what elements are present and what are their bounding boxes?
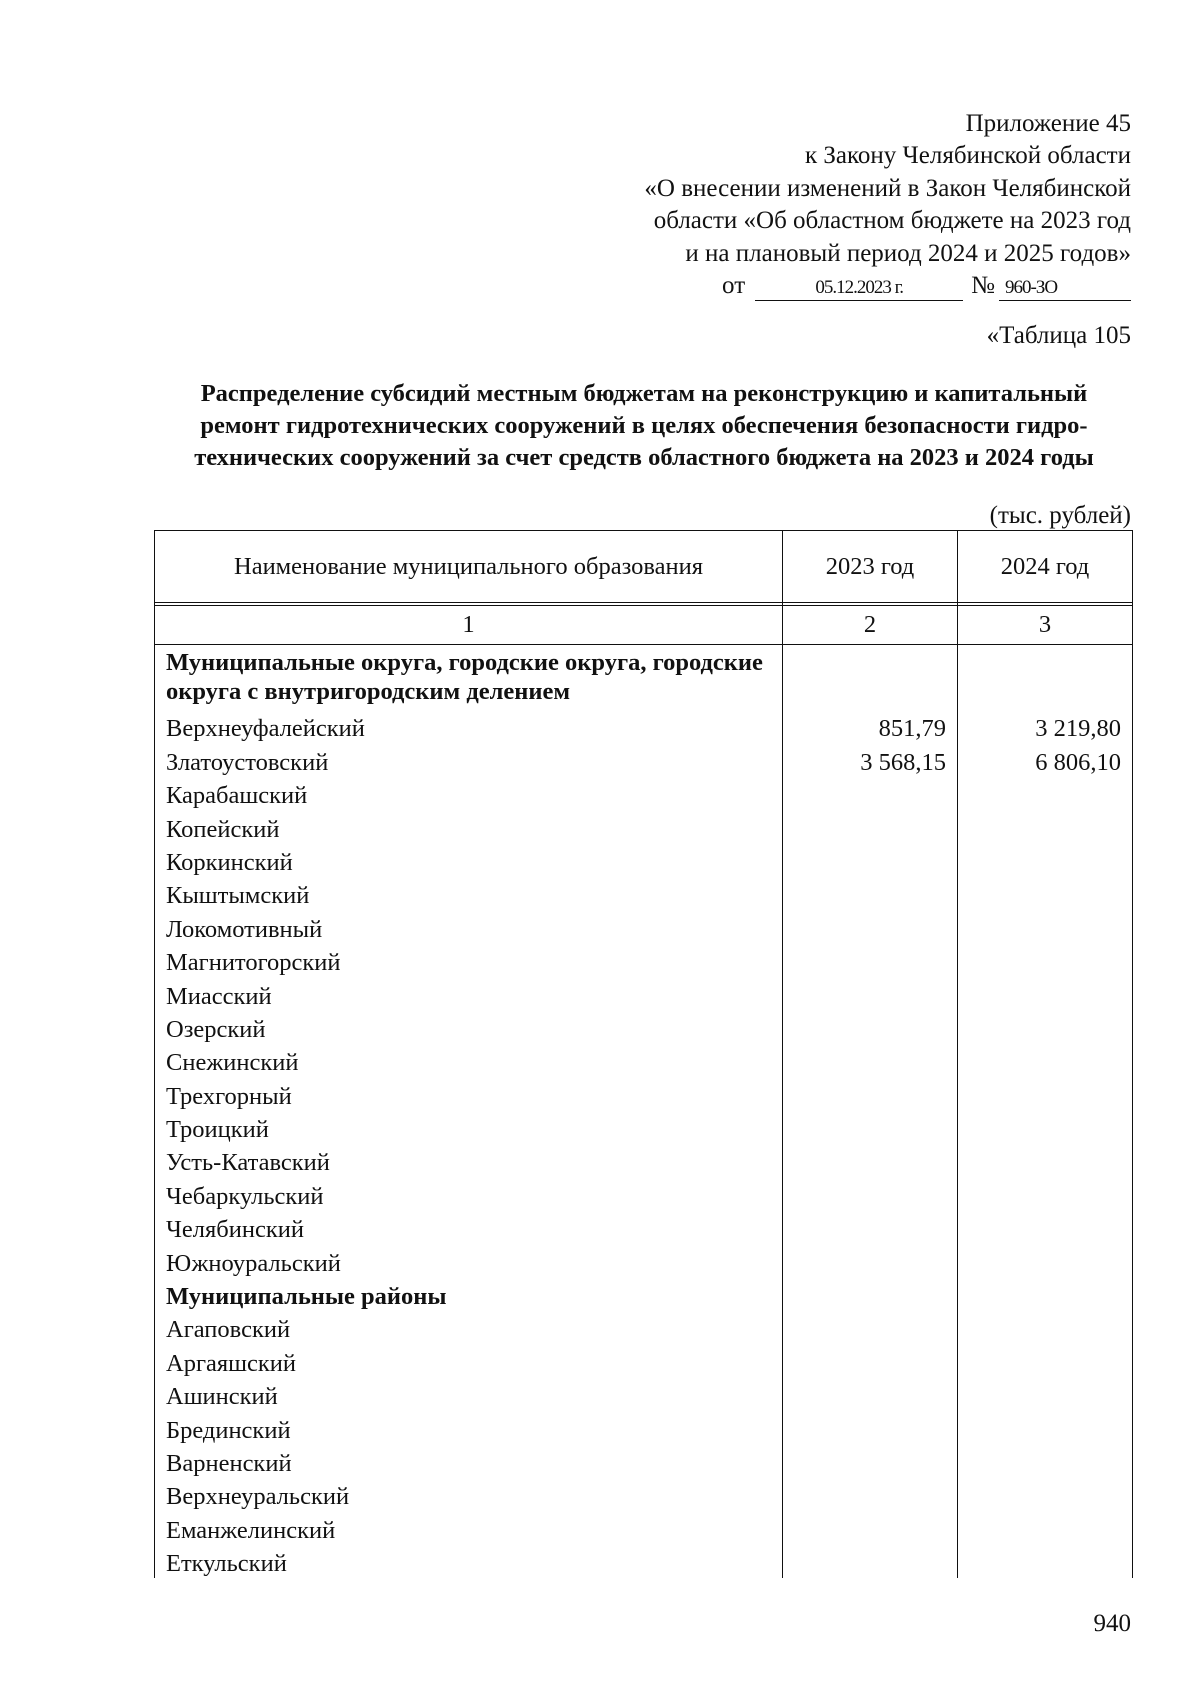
- value-2024: [958, 910, 1133, 943]
- table-row: [155, 1044, 1133, 1077]
- value-2024: [958, 1344, 1133, 1377]
- subsidy-table: [154, 530, 1133, 1578]
- value-2024: [958, 810, 1133, 843]
- column-number-row: [155, 606, 1133, 645]
- header-2023: 2023 год: [783, 531, 958, 603]
- header-municipality: Наименование муниципального образования: [155, 531, 783, 603]
- value-2024: [958, 1111, 1133, 1144]
- municipality-name: Еткульский: [155, 1545, 783, 1578]
- municipality-name: Магнитогорский: [155, 944, 783, 977]
- municipality-name: Агаповский: [155, 1311, 783, 1344]
- table-row: [155, 1077, 1133, 1110]
- value-2024: [958, 1244, 1133, 1277]
- value-2024: [958, 1478, 1133, 1511]
- value-2023: [783, 1211, 958, 1244]
- value-2023: [783, 1411, 958, 1444]
- value-2024: [958, 1545, 1133, 1578]
- value-2023: [783, 1177, 958, 1210]
- table-row: [155, 743, 1133, 776]
- municipality-name: Верхнеуральский: [155, 1478, 783, 1511]
- from-label: от: [722, 272, 746, 300]
- law-date-number: [644, 270, 1131, 302]
- municipality-name: Усть-Катавский: [155, 1144, 783, 1177]
- value-2024: [958, 944, 1133, 977]
- law-title-line-3: и на плановый период 2024 и 2025 годов»: [685, 239, 1131, 267]
- municipality-name: Варненский: [155, 1445, 783, 1478]
- empty-cell: [958, 645, 1133, 711]
- municipality-name: Снежинский: [155, 1044, 783, 1077]
- value-2024: [958, 1077, 1133, 1110]
- table-row: [155, 1378, 1133, 1411]
- value-2024: [958, 977, 1133, 1010]
- law-title-line-1: «О внесении изменений в Закон Челябинской: [644, 174, 1131, 202]
- value-2023: [783, 1511, 958, 1544]
- table-row: [155, 944, 1133, 977]
- value-2024: [958, 1144, 1133, 1177]
- value-2023: [783, 1044, 958, 1077]
- municipality-name: Кыштымский: [155, 877, 783, 910]
- appendix-header: [644, 108, 1131, 302]
- value-2023: [783, 944, 958, 977]
- municipality-name: Аргаяшский: [155, 1344, 783, 1377]
- value-2024: [958, 777, 1133, 810]
- table-row: [155, 1478, 1133, 1511]
- title-line-1: Распределение субсидий местным бюджетам на реконструкцию и капитальный: [200, 380, 1088, 407]
- municipality-name: Коркинский: [155, 844, 783, 877]
- table-row: [155, 1144, 1133, 1177]
- value-2023: [783, 1445, 958, 1478]
- law-title-line-2: области «Об областном бюджете на 2023 год: [653, 207, 1131, 235]
- table-row: [155, 810, 1133, 843]
- title-line-3: технических сооружений за счет средств областного бюджета на 2023 и 2024 годы: [194, 444, 1094, 471]
- municipality-name: Трехгорный: [155, 1077, 783, 1110]
- value-2023: [783, 1545, 958, 1578]
- value-2024: [958, 1011, 1133, 1044]
- municipality-name: Еманжелинский: [155, 1511, 783, 1544]
- municipality-name: Локомотивный: [155, 910, 783, 943]
- value-2024: [958, 1177, 1133, 1210]
- empty-cell: [783, 1278, 958, 1311]
- value-2024: [958, 844, 1133, 877]
- table-row: [155, 777, 1133, 810]
- value-2024: [958, 1511, 1133, 1544]
- group-header: Муниципальные районы: [155, 1278, 783, 1311]
- value-2023: [783, 1378, 958, 1411]
- table-label: «Таблица 105: [986, 322, 1131, 349]
- table-row: [155, 1244, 1133, 1277]
- value-2023: [783, 1011, 958, 1044]
- value-2024: 6 806,10: [958, 743, 1133, 776]
- table-row: [155, 910, 1133, 943]
- table-row: [155, 1511, 1133, 1544]
- municipality-name: Челябинский: [155, 1211, 783, 1244]
- value-2023: [783, 1311, 958, 1344]
- table-row: [155, 1177, 1133, 1210]
- table-row: [155, 1311, 1133, 1344]
- value-2023: [783, 910, 958, 943]
- municipality-name: Озерский: [155, 1011, 783, 1044]
- value-2024: [958, 1211, 1133, 1244]
- column-number: 1: [155, 606, 783, 645]
- municipality-name: Чебаркульский: [155, 1177, 783, 1210]
- header-2024: 2024 год: [958, 531, 1133, 603]
- group-header-row: [155, 1278, 1133, 1311]
- municipality-name: Миасский: [155, 977, 783, 1010]
- municipality-name: Южноуральский: [155, 1244, 783, 1277]
- column-number: 3: [958, 606, 1133, 645]
- value-2023: [783, 844, 958, 877]
- table-row: [155, 877, 1133, 910]
- table-row: [155, 1111, 1133, 1144]
- value-2023: [783, 810, 958, 843]
- law-number: 960-ЗО: [999, 277, 1131, 301]
- number-label: №: [971, 272, 995, 300]
- municipality-name: Троицкий: [155, 1111, 783, 1144]
- value-2024: [958, 1445, 1133, 1478]
- empty-cell: [783, 645, 958, 711]
- value-2023: [783, 1244, 958, 1277]
- table-row: [155, 1211, 1133, 1244]
- value-2024: [958, 1378, 1133, 1411]
- value-2023: [783, 1478, 958, 1511]
- municipality-name: Копейский: [155, 810, 783, 843]
- table-row: [155, 1344, 1133, 1377]
- value-2024: 3 219,80: [958, 710, 1133, 743]
- title-line-2: ремонт гидротехнических сооружений в целях обеспечения безопасности гидро-: [200, 412, 1088, 439]
- units-label: (тыс. рублей): [989, 502, 1131, 529]
- column-number: 2: [783, 606, 958, 645]
- municipality-name: Златоустовский: [155, 743, 783, 776]
- value-2023: [783, 777, 958, 810]
- value-2024: [958, 1044, 1133, 1077]
- table-row: [155, 1011, 1133, 1044]
- table-row: [155, 977, 1133, 1010]
- value-2023: [783, 1077, 958, 1110]
- value-2023: [783, 877, 958, 910]
- municipality-name: Карабашский: [155, 777, 783, 810]
- value-2023: [783, 977, 958, 1010]
- value-2023: [783, 1144, 958, 1177]
- appendix-number: Приложение 45: [965, 110, 1131, 137]
- group-header-row: [155, 645, 1133, 711]
- law-reference: к Закону Челябинской области: [805, 142, 1131, 170]
- table-row: [155, 1545, 1133, 1578]
- group-header: Муниципальные округа, городские округа, городские округа с внутригородским делением: [155, 645, 783, 711]
- value-2024: [958, 1311, 1133, 1344]
- value-2024: [958, 1411, 1133, 1444]
- empty-cell: [958, 1278, 1133, 1311]
- municipality-name: Верхнеуфалейский: [155, 710, 783, 743]
- value-2023: 851,79: [783, 710, 958, 743]
- value-2023: [783, 1344, 958, 1377]
- table-header-row: [155, 531, 1133, 603]
- value-2023: 3 568,15: [783, 743, 958, 776]
- document-title: [150, 378, 1138, 474]
- value-2023: [783, 1111, 958, 1144]
- table-row: [155, 844, 1133, 877]
- page-number: 940: [1093, 1610, 1131, 1637]
- municipality-name: Брединский: [155, 1411, 783, 1444]
- table-row: [155, 710, 1133, 743]
- law-date: 05.12.2023 г.: [755, 277, 963, 301]
- value-2024: [958, 877, 1133, 910]
- table-row: [155, 1445, 1133, 1478]
- table-row: [155, 1411, 1133, 1444]
- municipality-name: Ашинский: [155, 1378, 783, 1411]
